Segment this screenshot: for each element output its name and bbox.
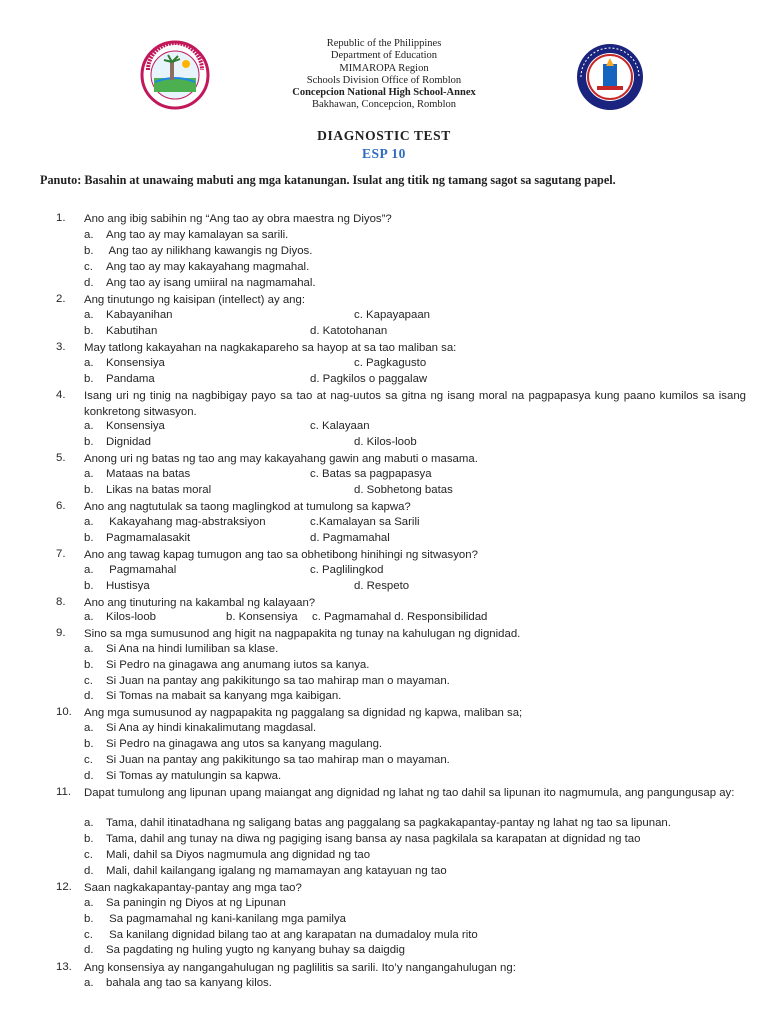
option-text: Likas na batas moral bbox=[106, 484, 212, 496]
option-letter: d. bbox=[84, 944, 94, 956]
option-text: d. Pagmamahal bbox=[310, 532, 390, 544]
option-text: Si Juan na pantay ang pakikitungo sa tao mahirap man o mayaman. bbox=[106, 754, 450, 766]
answer-option bbox=[354, 309, 430, 321]
question-number: 13. bbox=[56, 961, 72, 973]
answer-option bbox=[84, 675, 450, 687]
option-text: c. Kalayaan bbox=[310, 420, 370, 432]
option-text: b. Konsensiya bbox=[226, 611, 298, 623]
option-letter: a. bbox=[84, 564, 94, 576]
option-letter: c. bbox=[84, 929, 93, 941]
option-text: Si Tomas ay matulungin sa kapwa. bbox=[106, 770, 282, 782]
question-text: Ano ang ibig sabihin ng “Ang tao ay obra maestra ng Diyos”? bbox=[84, 213, 392, 225]
option-text: Pagmamahal bbox=[106, 564, 177, 576]
header-republic: Republic of the Philippines bbox=[326, 38, 442, 49]
answer-option bbox=[84, 929, 478, 941]
question-text: Ang mga sumusunod ay nagpapakita ng paggalang sa dignidad ng kapwa, maliban sa; bbox=[84, 707, 523, 719]
answer-option bbox=[84, 913, 346, 925]
question-number: 4. bbox=[56, 389, 66, 401]
answer-option bbox=[84, 849, 370, 861]
question-number: 1. bbox=[56, 212, 66, 224]
option-text: Tama, dahil ang tunay na diwa ng pagiging isang bansa ay nasa pagkilala sa karapatan at dignidad ng tao bbox=[106, 833, 641, 845]
question-number: 6. bbox=[56, 500, 66, 512]
answer-option bbox=[84, 245, 312, 257]
option-text: Si Pedro na ginagawa ang anumang iutos sa kanya. bbox=[106, 659, 370, 671]
answer-option bbox=[84, 373, 155, 385]
answer-option bbox=[84, 277, 316, 289]
answer-option bbox=[226, 611, 298, 623]
answer-option bbox=[84, 690, 341, 702]
answer-option bbox=[84, 738, 382, 750]
header-school: Concepcion National High School-Annex bbox=[292, 87, 476, 99]
header-department: Department of Education bbox=[330, 50, 438, 62]
option-text: Ang tao ay may kakayahang magmahal. bbox=[106, 261, 310, 273]
option-text: Konsensiya bbox=[106, 357, 165, 369]
header-address: Bakhawan, Concepcion, Romblon bbox=[311, 99, 457, 111]
option-text: Si Ana na hindi lumiliban sa klase. bbox=[106, 643, 279, 655]
option-letter: b. bbox=[84, 484, 94, 496]
question-number: 12. bbox=[56, 881, 72, 893]
option-text: Sa paningin ng Diyos at ng Lipunan bbox=[106, 897, 286, 909]
option-text: Hustisya bbox=[106, 580, 150, 592]
answer-option bbox=[310, 373, 427, 385]
option-text: Kabutihan bbox=[106, 325, 158, 337]
option-text: d. Respeto bbox=[354, 580, 410, 592]
answer-option bbox=[84, 865, 447, 877]
answer-option bbox=[84, 977, 272, 989]
answer-option bbox=[310, 468, 432, 480]
answer-option bbox=[310, 516, 420, 528]
option-letter: b. bbox=[84, 833, 94, 845]
question-number: 5. bbox=[56, 452, 66, 464]
answer-option bbox=[84, 770, 281, 782]
answer-option bbox=[84, 643, 278, 655]
answer-option bbox=[84, 944, 405, 956]
question-number: 10. bbox=[56, 706, 72, 718]
option-letter: d. bbox=[84, 277, 94, 289]
answer-option bbox=[310, 325, 387, 337]
option-text: Sa pagmamahal ng kani-kanilang mga pamilya bbox=[106, 913, 346, 925]
answer-option bbox=[84, 309, 173, 321]
option-letter: c. bbox=[84, 849, 93, 861]
option-text: Si Juan na pantay ang pakikitungo sa tao mahirap man o mayaman. bbox=[106, 675, 450, 687]
answer-option bbox=[84, 833, 640, 845]
question-text: Ano ang tawag kapag tumugon ang tao sa obhetibong hinihingi ng sitwasyon? bbox=[84, 549, 478, 561]
question-text: Sino sa mga sumusunod ang higit na nagpapakita ng tunay na kahulugan ng dignidad. bbox=[84, 628, 521, 640]
option-text: Si Ana ay hindi kinakalimutang magdasal. bbox=[106, 722, 317, 734]
answer-option bbox=[84, 659, 369, 671]
answer-option bbox=[84, 468, 190, 480]
option-text: c.Kamalayan sa Sarili bbox=[310, 516, 420, 528]
answer-option bbox=[84, 817, 671, 829]
option-letter: a. bbox=[84, 516, 94, 528]
option-text: Ang tao ay may kamalayan sa sarili. bbox=[106, 229, 289, 241]
option-text: Kakayahang mag-abstraksiyon bbox=[106, 516, 266, 528]
option-letter: c. bbox=[84, 754, 93, 766]
instructions: Panuto: Basahin at unawaing mabuti ang mga katanungan. Isulat ang titik ng tamang sagot sa sagutang papel. bbox=[40, 173, 616, 187]
document-title: DIAGNOSTIC TEST bbox=[317, 128, 451, 143]
option-letter: a. bbox=[84, 309, 94, 321]
header-division: Schools Division Office of Romblon bbox=[306, 74, 462, 86]
option-text: d. Katotohanan bbox=[310, 325, 388, 337]
option-letter: b. bbox=[84, 325, 94, 337]
answer-option bbox=[84, 611, 156, 623]
question-number: 9. bbox=[56, 627, 66, 639]
question-text: Ang konsensiya ay nangangahulugan ng paglilitis sa sarili. Ito’y nangangahulugan ng: bbox=[84, 962, 516, 974]
option-letter: a. bbox=[84, 420, 94, 432]
subject-label: ESP 10 bbox=[362, 146, 406, 161]
question-text: Isang uri ng tinig na nagbibigay payo sa tao at nag-uutos sa gitna ng isang moral na pagpapasya kung paano kumilos sa isang konkretong sitwasyon. bbox=[84, 390, 746, 418]
answer-option bbox=[84, 229, 288, 241]
option-letter: d. bbox=[84, 770, 94, 782]
answer-option bbox=[84, 420, 165, 432]
option-letter: b. bbox=[84, 659, 94, 671]
answer-option bbox=[84, 580, 150, 592]
answer-option bbox=[310, 532, 390, 544]
answer-option bbox=[354, 357, 426, 369]
answer-option bbox=[84, 564, 176, 576]
question-text: Anong uri ng batas ng tao ang may kakayahang gawin ang mabuti o masama. bbox=[84, 453, 478, 465]
answer-option bbox=[84, 261, 309, 273]
option-text: Ang tao ay isang umiiral na nagmamahal. bbox=[106, 277, 316, 289]
header-region: MIMAROPA Region bbox=[339, 62, 429, 74]
question-number: 8. bbox=[56, 596, 66, 608]
question-text: Saan nagkakapantay-pantay ang mga tao? bbox=[84, 882, 302, 894]
option-letter: a. bbox=[84, 897, 94, 909]
option-text: c. Pagmamahal d. Responsibilidad bbox=[312, 611, 488, 623]
question-number: 7. bbox=[56, 548, 66, 560]
option-letter: a. bbox=[84, 357, 94, 369]
answer-option bbox=[310, 420, 370, 432]
answer-option bbox=[312, 611, 487, 623]
answer-option bbox=[354, 436, 417, 448]
option-letter: b. bbox=[84, 580, 94, 592]
option-text: Mali, dahil kailangang igalang ng mamamayan ang katayuan ng tao bbox=[106, 865, 447, 877]
option-letter: d. bbox=[84, 690, 94, 702]
option-text: Sa pagdating ng huling yugto ng kanyang buhay sa daigdig bbox=[106, 944, 405, 956]
option-text: bahala ang tao sa kanyang kilos. bbox=[106, 977, 272, 989]
answer-option bbox=[84, 325, 157, 337]
answer-option bbox=[84, 532, 190, 544]
option-text: c. Batas sa pagpapasya bbox=[310, 468, 432, 480]
answer-option bbox=[84, 754, 450, 766]
option-letter: b. bbox=[84, 245, 94, 257]
option-text: c. Paglilingkod bbox=[310, 564, 384, 576]
answer-option bbox=[84, 897, 286, 909]
option-letter: b. bbox=[84, 913, 94, 925]
answer-option bbox=[354, 484, 453, 496]
question-text: Ang tinutungo ng kaisipan (intellect) ay ang: bbox=[84, 294, 305, 306]
question-text: Ano ang nagtutulak sa taong maglingkod at tumulong sa kapwa? bbox=[84, 501, 411, 513]
option-letter: a. bbox=[84, 229, 94, 241]
option-letter: b. bbox=[84, 738, 94, 750]
option-text: Mali, dahil sa Diyos nagmumula ang dignidad ng tao bbox=[106, 849, 371, 861]
option-letter: a. bbox=[84, 468, 94, 480]
option-letter: a. bbox=[84, 611, 94, 623]
question-text: Dapat tumulong ang lipunan upang maiangat ang dignidad ng lahat ng tao dahil sa lipunan ito nagmumula, ang pangungusap ay: bbox=[84, 787, 735, 799]
answer-option bbox=[84, 357, 165, 369]
option-letter: a. bbox=[84, 817, 94, 829]
option-text: Ang tao ay nilikhang kawangis ng Diyos. bbox=[106, 245, 313, 257]
option-text: Sa kanilang dignidad bilang tao at ang karapatan na dumadaloy mula rito bbox=[106, 929, 478, 941]
answer-option bbox=[84, 722, 316, 734]
question-text: Ano ang tinuturing na kakambal ng kalayaan? bbox=[84, 597, 316, 609]
answer-option bbox=[84, 436, 151, 448]
answer-option bbox=[310, 564, 383, 576]
document-header bbox=[0, 38, 768, 112]
option-text: Dignidad bbox=[106, 436, 151, 448]
option-text: d. Pagkilos o paggalaw bbox=[310, 373, 428, 385]
option-letter: b. bbox=[84, 436, 94, 448]
option-text: Kabayanihan bbox=[106, 309, 173, 321]
option-letter: a. bbox=[84, 643, 94, 655]
option-text: c. Pagkagusto bbox=[354, 357, 427, 369]
question-number: 3. bbox=[56, 341, 66, 353]
answer-option bbox=[354, 580, 409, 592]
option-text: Mataas na batas bbox=[106, 468, 191, 480]
answer-option bbox=[84, 516, 266, 528]
option-text: Si Tomas na mabait sa kanyang mga kaibigan. bbox=[106, 690, 342, 702]
question-number: 11. bbox=[56, 786, 71, 798]
option-letter: c. bbox=[84, 261, 93, 273]
option-letter: d. bbox=[84, 865, 94, 877]
answer-option bbox=[84, 484, 211, 496]
option-text: Si Pedro na ginagawa ang utos sa kanyang magulang. bbox=[106, 738, 383, 750]
option-letter: b. bbox=[84, 373, 94, 385]
option-text: Kilos-loob bbox=[106, 611, 157, 623]
option-letter: a. bbox=[84, 977, 94, 989]
question-number: 2. bbox=[56, 293, 66, 305]
option-letter: a. bbox=[84, 722, 94, 734]
option-text: Tama, dahil itinatadhana ng saligang batas ang paggalang sa pagkakapantay-pantay ng lahat ng tao sa lipunan. bbox=[106, 817, 671, 829]
question-text: May tatlong kakayahan na nagkakapareho sa hayop at sa tao maliban sa: bbox=[84, 342, 457, 354]
option-text: Pandama bbox=[106, 373, 155, 385]
option-text: Pagmamalasakit bbox=[106, 532, 191, 544]
option-letter: b. bbox=[84, 532, 94, 544]
option-text: d. Kilos-loob bbox=[354, 436, 417, 448]
option-text: c. Kapayapaan bbox=[354, 309, 430, 321]
option-text: Konsensiya bbox=[106, 420, 165, 432]
option-text: d. Sobhetong batas bbox=[354, 484, 453, 496]
option-letter: c. bbox=[84, 675, 93, 687]
